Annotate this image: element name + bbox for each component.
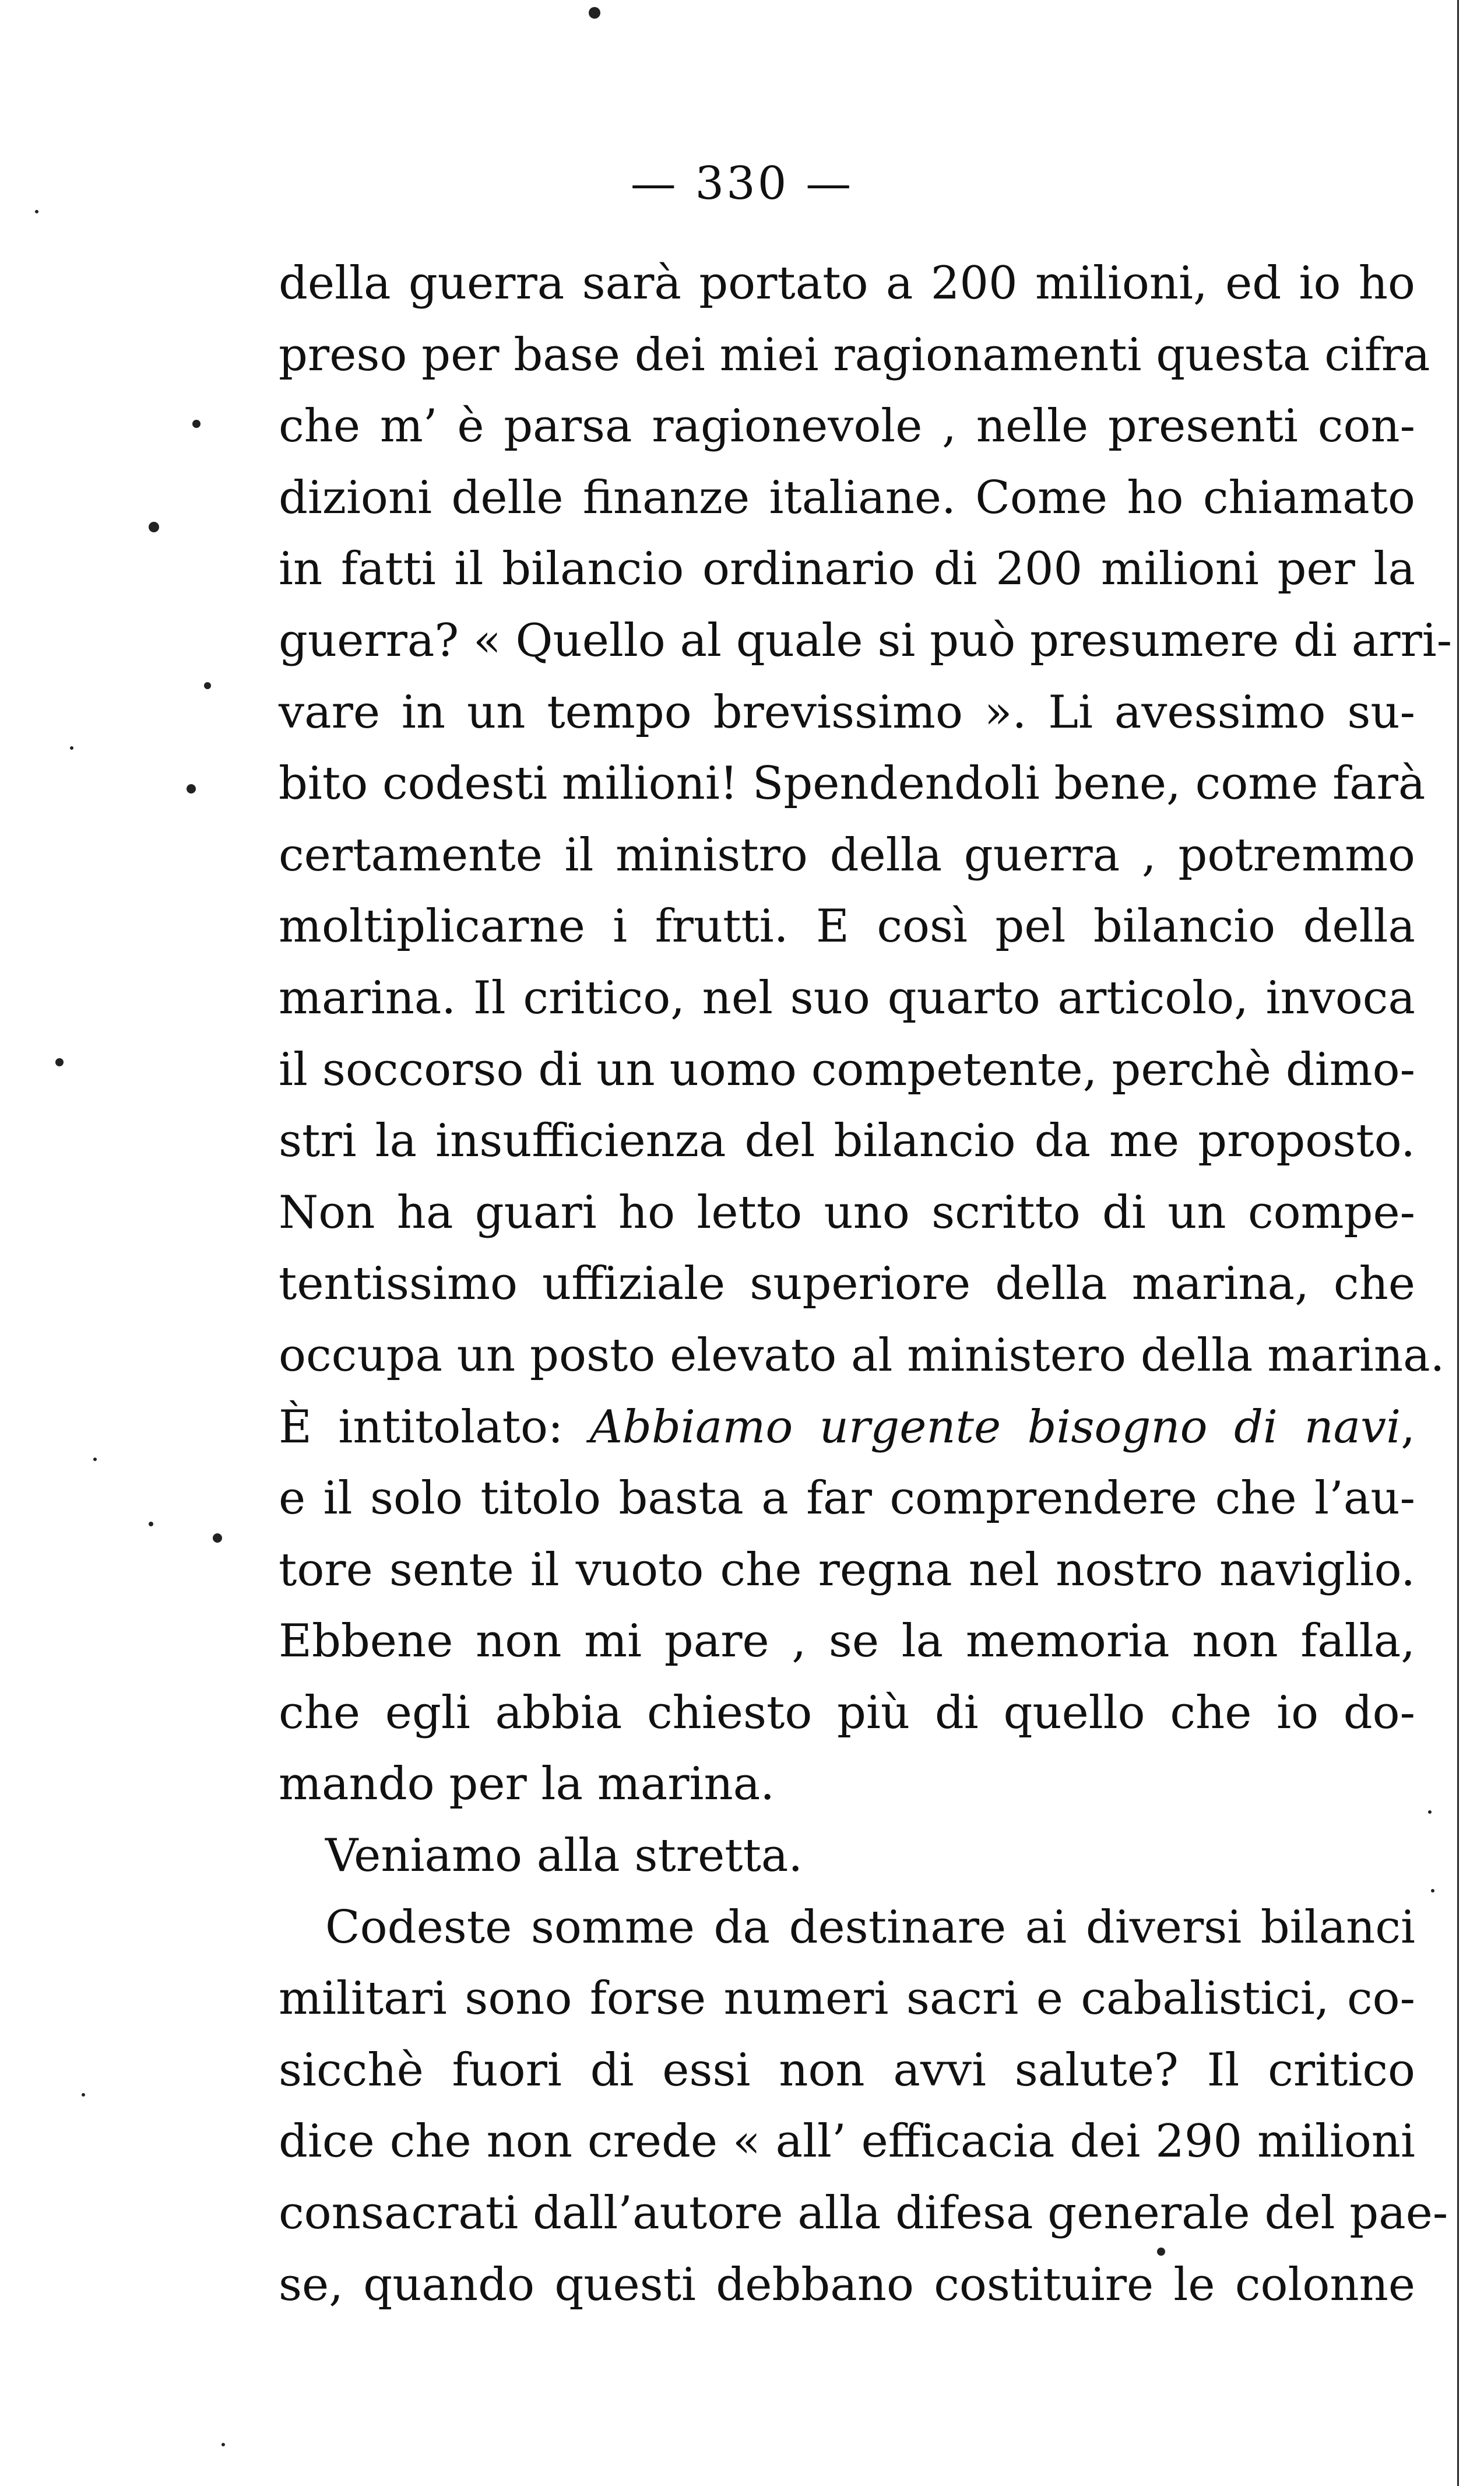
text-line: il soccorso di un uomo competente, perchè dimo- <box>279 1043 1415 1096</box>
scan-speck <box>55 1058 64 1066</box>
text-line: bito codesti milioni! Spendendoli bene, come farà <box>279 757 1426 810</box>
paragraph-first-line: Codeste somme da destinare ai diversi bilanci <box>325 1901 1415 1954</box>
text-line: che m’ è parsa ragionevole , nelle presenti con- <box>279 400 1415 453</box>
paragraph-line: Veniamo alla stretta. <box>325 1830 803 1883</box>
scan-speck <box>149 1522 153 1526</box>
scan-speck <box>35 210 38 213</box>
title-intro: È intitolato: <box>279 1400 590 1453</box>
text-line: in fatti il bilancio ordinario di 200 milioni per la <box>279 543 1415 596</box>
text-line: della guerra sarà portato a 200 milioni, ed io ho <box>279 257 1415 310</box>
scan-speck <box>93 1458 97 1461</box>
scan-speck <box>1157 2248 1165 2256</box>
page-edge-line <box>1457 0 1459 2486</box>
scan-speck <box>221 2443 225 2446</box>
scan-speck <box>213 1533 222 1543</box>
text-line: moltiplicarne i frutti. E così pel bilancio della <box>279 900 1415 953</box>
text-line: militari sono forse numeri sacri e cabalistici, co- <box>279 1972 1415 2025</box>
text-line: e il solo titolo basta a far comprendere che l’au- <box>279 1472 1415 1525</box>
page-number: — 330 — <box>630 157 854 210</box>
text-line: consacrati dall’autore alla difesa generale del pae- <box>279 2187 1448 2240</box>
cited-title: Abbiamo urgente bisogno di navi <box>589 1400 1401 1453</box>
text-line: guerra? « Quello al quale si può presumere di arri- <box>279 614 1453 667</box>
text-line: che egli abbia chiesto più di quello che io do- <box>279 1686 1415 1739</box>
text-line: vare in un tempo brevissimo ». Li avessimo su- <box>279 686 1415 739</box>
body-text <box>279 248 1453 2320</box>
scan-speck <box>70 746 73 750</box>
text-line: tore sente il vuoto che regna nel nostro naviglio. <box>279 1543 1415 1596</box>
scan-speck <box>187 784 196 793</box>
text-line: stri la insufficienza del bilancio da me proposto. <box>279 1115 1415 1168</box>
scan-speck <box>589 7 600 19</box>
text-line: Non ha guari ho letto uno scritto di un compe- <box>279 1186 1415 1239</box>
title-trailing: , <box>1401 1400 1415 1453</box>
text-line: preso per base dei miei ragionamenti questa cifra <box>279 328 1430 381</box>
scan-speck <box>192 420 201 428</box>
scan-speck <box>1431 1889 1434 1892</box>
text-line: se, quando questi debbano costituire le colonne <box>279 2258 1415 2311</box>
paragraph-end-line: mando per la marina. <box>279 1758 775 1811</box>
scan-speck <box>149 522 159 532</box>
text-line: occupa un posto elevato al ministero della marina. <box>279 1329 1445 1382</box>
text-line: certamente il ministro della guerra , potremmo <box>279 828 1415 882</box>
scan-speck <box>204 682 211 689</box>
text-line: dizioni delle finanze italiane. Come ho chiamato <box>279 471 1415 524</box>
text-line: sicchè fuori di essi non avvi salute? Il critico <box>279 2043 1415 2097</box>
scan-speck <box>1428 1810 1432 1814</box>
scan-speck <box>82 2093 85 2097</box>
text-line: marina. Il critico, nel suo quarto articolo, invoca <box>279 971 1415 1024</box>
text-line-with-italic-title <box>279 1392 1415 1463</box>
text-line: tentissimo uffiziale superiore della marina, che <box>279 1258 1415 1311</box>
text-line: Ebbene non mi pare , se la memoria non falla, <box>279 1615 1415 1668</box>
text-line: dice che non crede « all’ efficacia dei 290 milioni <box>279 2115 1415 2168</box>
